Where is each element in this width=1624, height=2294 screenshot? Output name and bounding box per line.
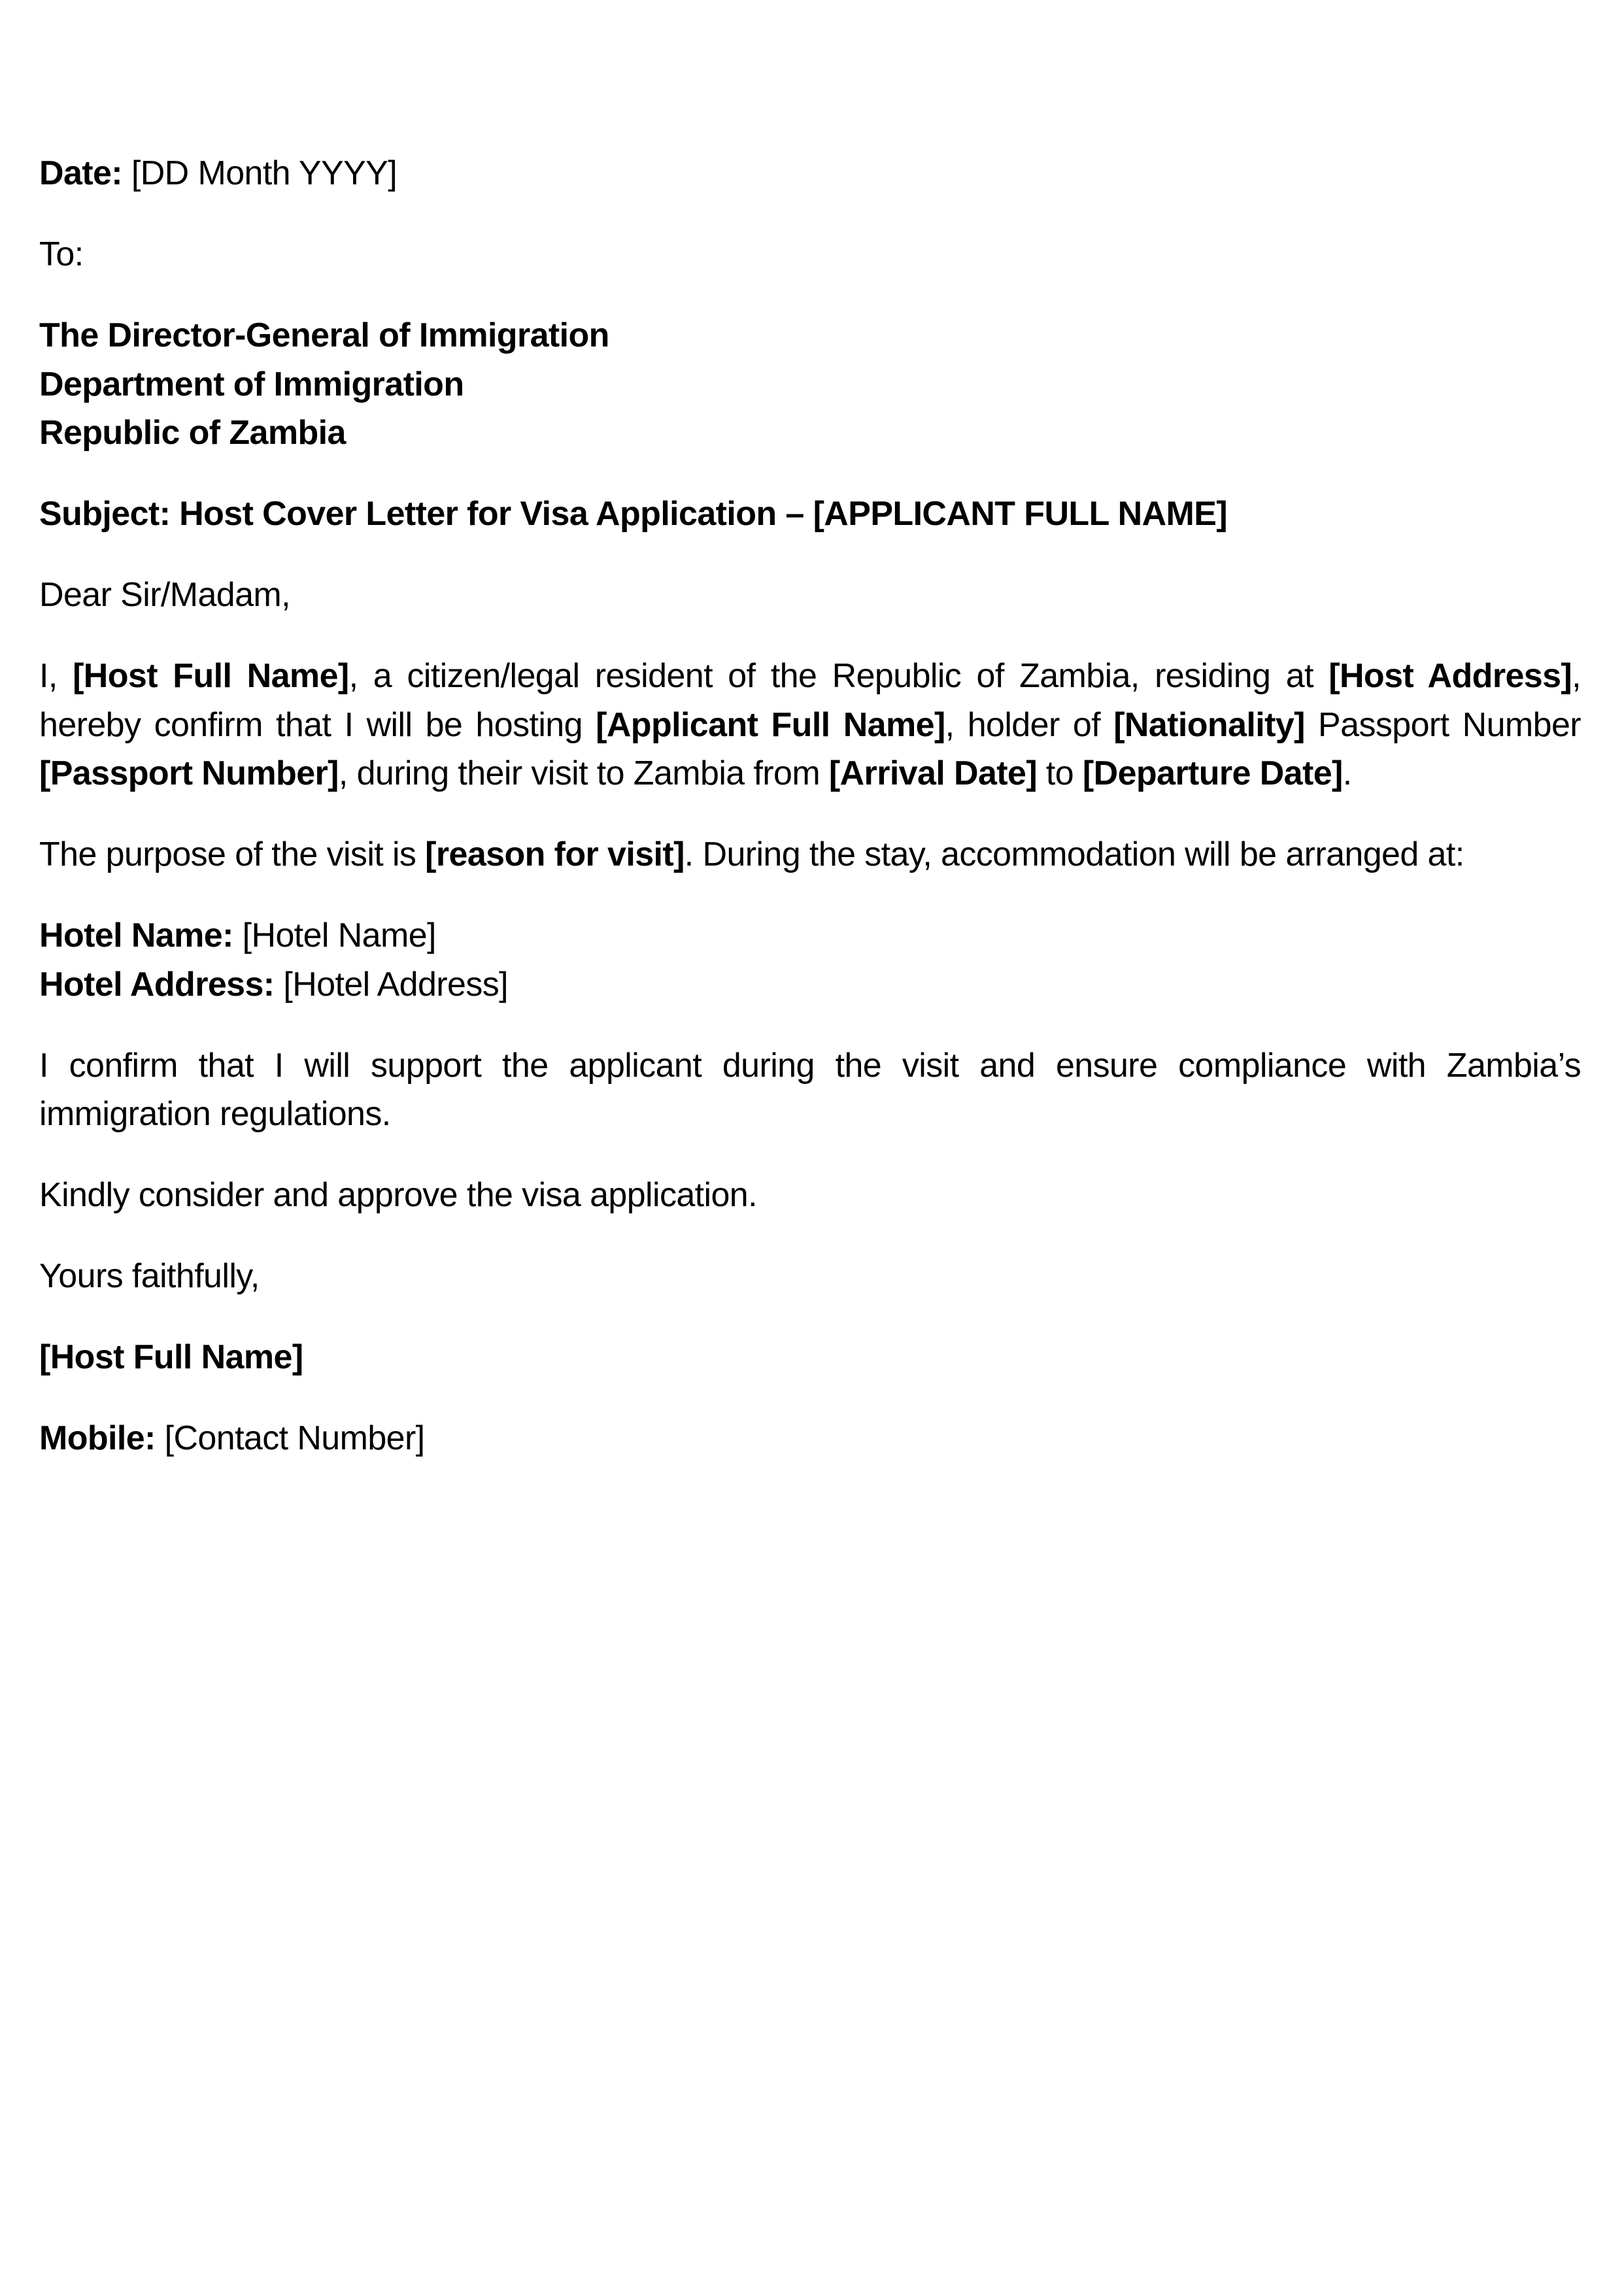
passport-number-placeholder: [Passport Number]: [39, 754, 339, 792]
accommodation-block: [39, 911, 1581, 1009]
nationality-placeholder: [Nationality]: [1113, 705, 1305, 744]
body-paragraph-purpose: [39, 830, 1581, 879]
text-run: The purpose of the visit is: [39, 835, 426, 873]
body-paragraph-host-confirmation: [39, 652, 1581, 798]
text-run: , a citizen/legal resident of the Republic of Zambia, residing at: [348, 657, 1329, 695]
to-line: To:: [39, 235, 84, 273]
reason-placeholder: [reason for visit]: [425, 835, 685, 873]
text-run: .: [1342, 754, 1352, 792]
arrival-date-placeholder: [Arrival Date]: [828, 754, 1038, 792]
recipient-department: Department of Immigration: [39, 365, 464, 403]
text-run: . During the stay, accommodation will be arranged at:: [684, 835, 1464, 873]
recipient-block: [39, 311, 1581, 458]
text-run: to: [1037, 754, 1083, 792]
text-run: Passport Number: [1304, 705, 1581, 744]
host-name-placeholder: [Host Full Name]: [73, 657, 349, 695]
salutation: Dear Sir/Madam,: [39, 576, 290, 614]
mobile-value: [Contact Number]: [155, 1419, 425, 1457]
text-run: , hereby confirm that I will be hosting: [39, 657, 1581, 744]
closing: Yours faithfully,: [39, 1257, 260, 1295]
date-label: Date:: [39, 154, 123, 192]
recipient-title: The Director-General of Immigration: [39, 316, 609, 354]
hotel-name-line: [39, 911, 1581, 960]
body-paragraph-request: Kindly consider and approve the visa application.: [39, 1176, 757, 1214]
subject-line: Subject: Host Cover Letter for Visa Application – [APPLICANT FULL NAME]: [39, 495, 1228, 533]
mobile-label: Mobile:: [39, 1419, 156, 1457]
text-run: , holder of: [945, 705, 1114, 744]
letter-document: [39, 149, 1581, 1495]
date-line: [39, 149, 1581, 198]
host-address-placeholder: [Host Address]: [1328, 657, 1572, 695]
recipient-country: Republic of Zambia: [39, 414, 346, 452]
mobile-line: [39, 1414, 1581, 1463]
departure-date-placeholder: [Departure Date]: [1082, 754, 1343, 792]
applicant-name-placeholder: [Applicant Full Name]: [596, 705, 945, 744]
text-run: I,: [39, 657, 73, 695]
text-run: , during their visit to Zambia from: [338, 754, 829, 792]
hotel-address-line: [39, 960, 1581, 1009]
signature-name: [Host Full Name]: [39, 1338, 303, 1376]
date-value: [DD Month YYYY]: [122, 154, 398, 192]
body-paragraph-support: I confirm that I will support the applicant during the visit and ensure compliance with Zambia’s immigration regulations.: [39, 1046, 1581, 1133]
hotel-address-value: [Hotel Address]: [274, 965, 508, 1004]
hotel-address-label: Hotel Address:: [39, 965, 275, 1004]
hotel-name-value: [Hotel Name]: [233, 917, 436, 954]
hotel-name-label: Hotel Name:: [39, 917, 233, 954]
